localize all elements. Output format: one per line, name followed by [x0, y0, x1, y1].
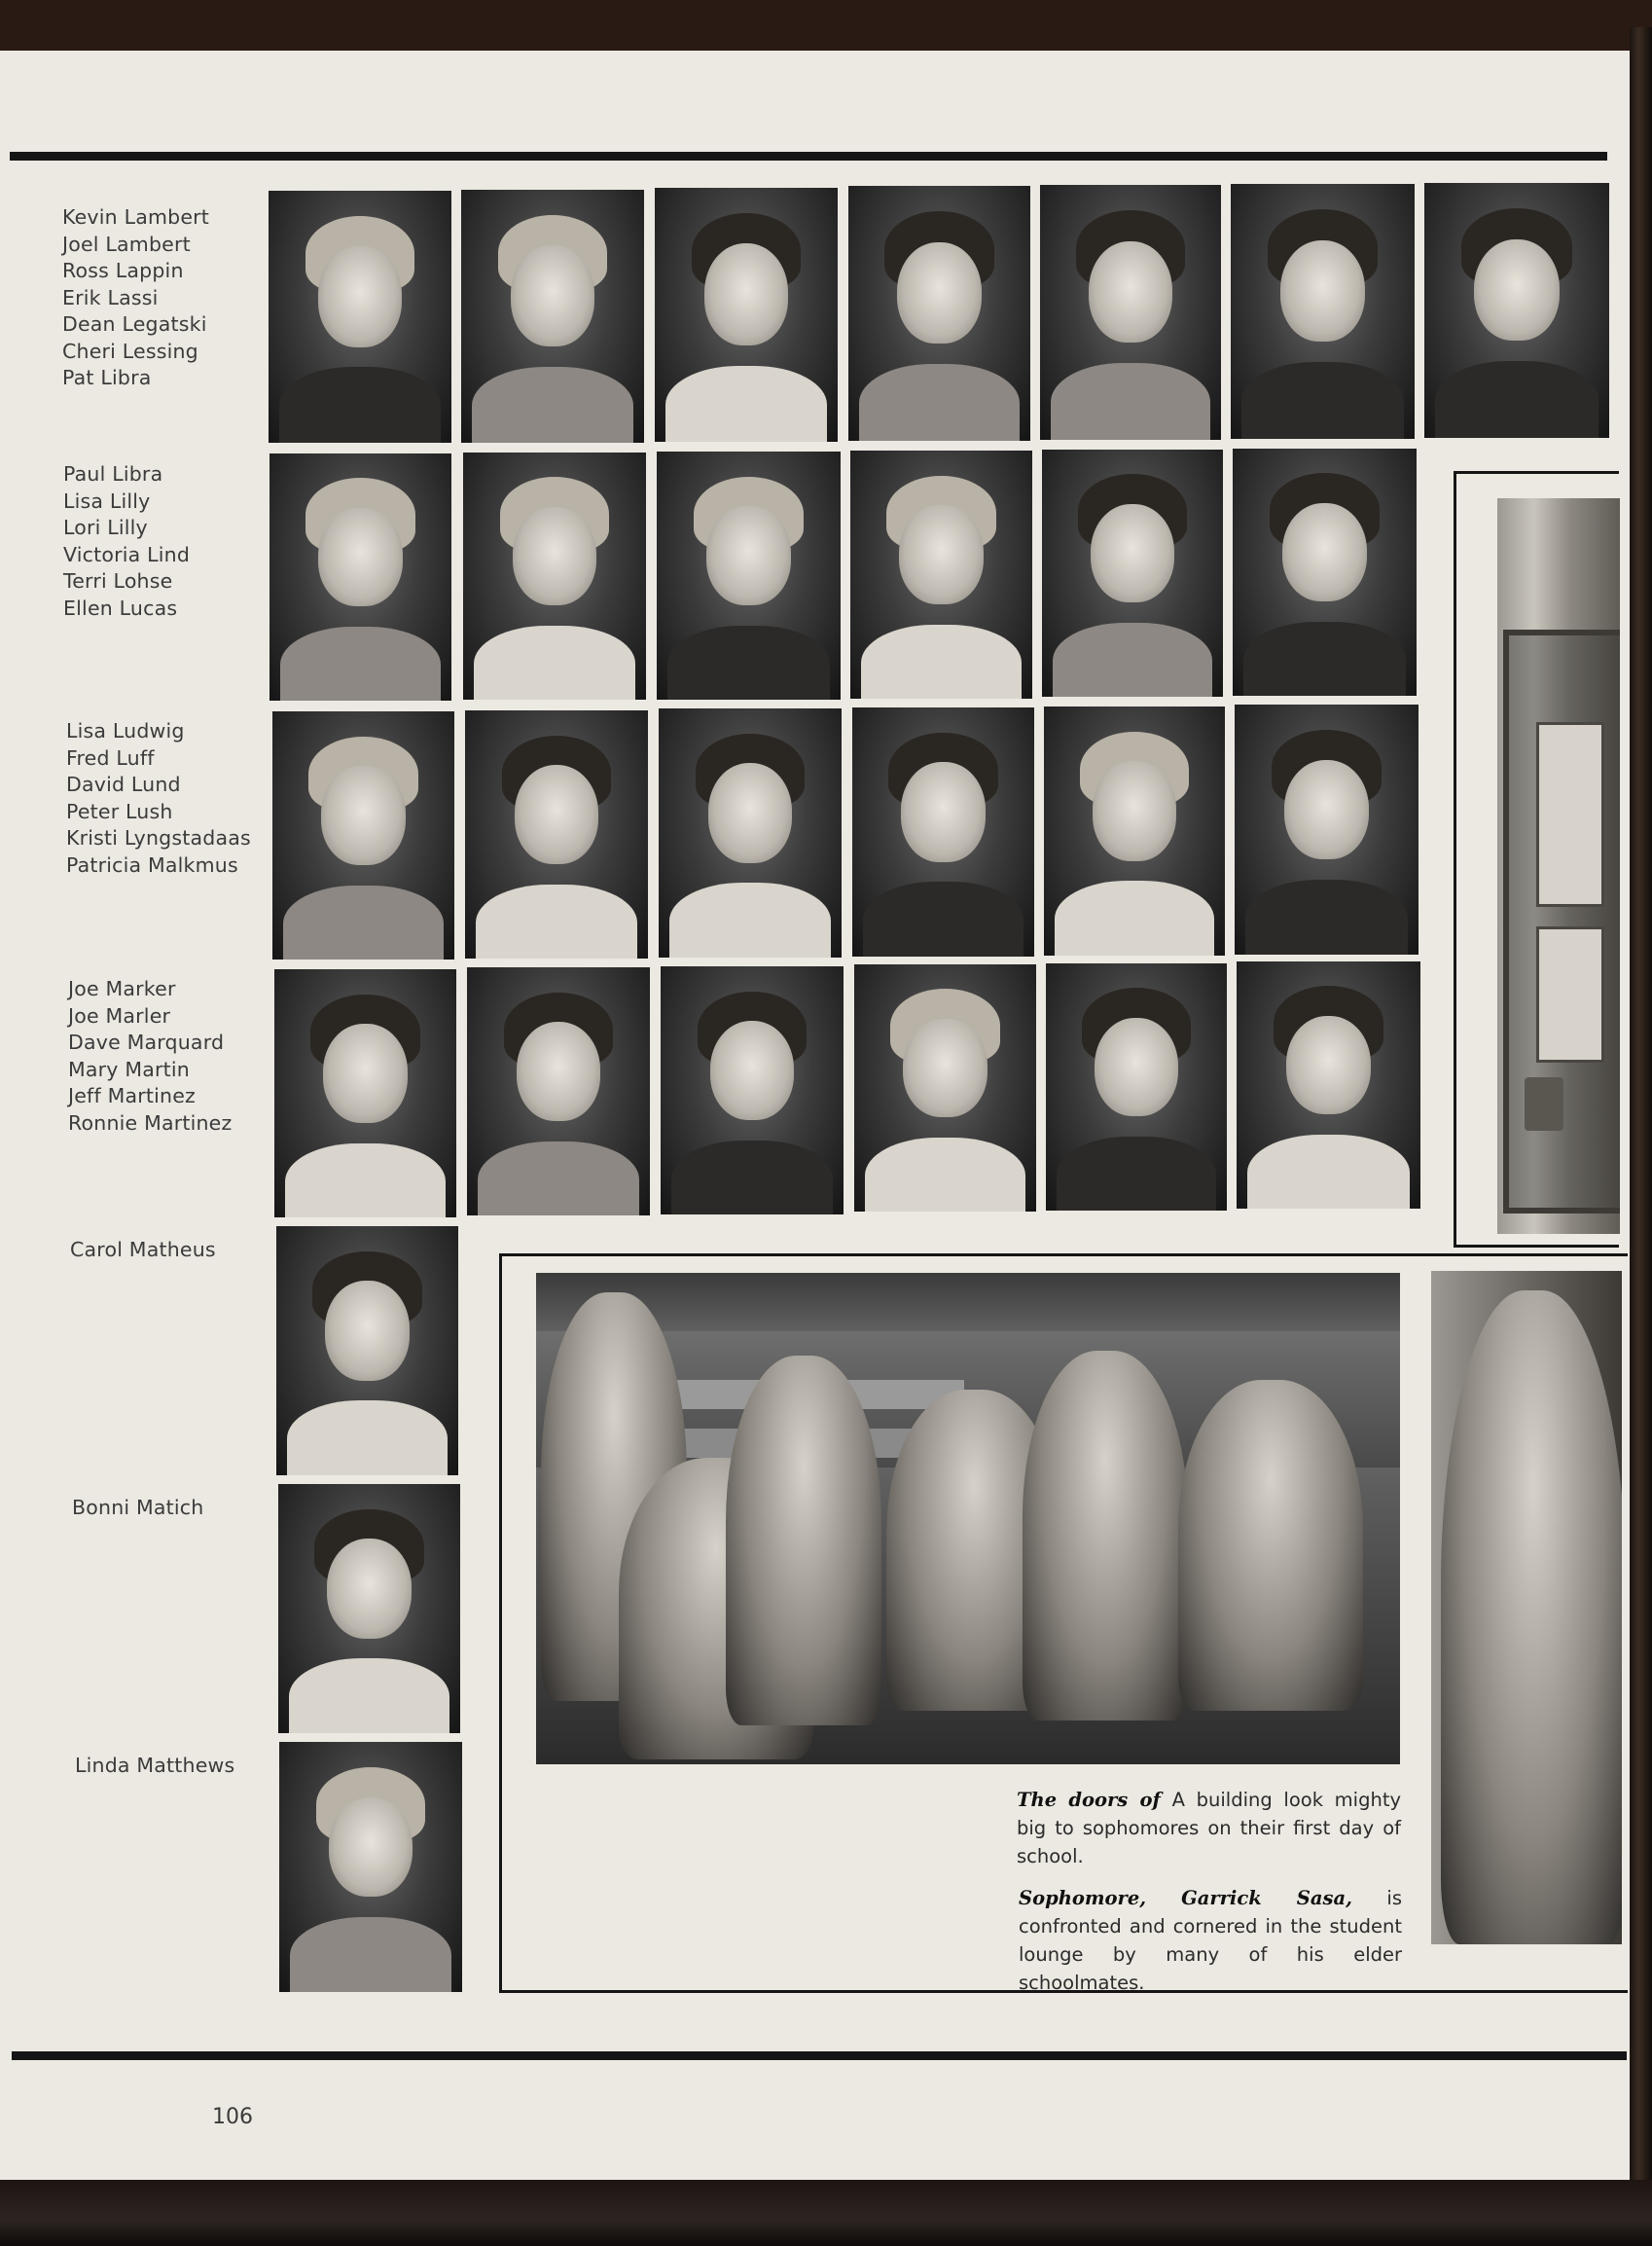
top-rule: [10, 152, 1607, 161]
student-portrait: [272, 711, 454, 960]
student-name: Ronnie Martinez: [68, 1110, 233, 1135]
doors-caption: [1017, 1786, 1401, 1870]
student-portrait: [276, 1226, 458, 1475]
student-portrait: [461, 190, 644, 443]
student-portrait: [657, 452, 841, 700]
student-portrait: [279, 1742, 462, 1992]
student-name: Patricia Malkmus: [66, 852, 238, 877]
student-portrait: [274, 969, 456, 1217]
caption-text: A building look mighty big to sophomores on their first day of school.: [1017, 1789, 1401, 1867]
student-name: Kevin Lambert: [62, 205, 210, 229]
row1-names: [62, 204, 209, 392]
student-portrait: [1424, 183, 1609, 438]
student-name: Victoria Lind: [63, 542, 191, 566]
student-name: Dave Marquard: [68, 1031, 225, 1054]
student-portrait: [852, 707, 1034, 957]
student-name: Linda Matthews: [75, 1754, 235, 1777]
student-portrait: [1237, 961, 1420, 1209]
student-name: Joel Lambert: [62, 232, 191, 256]
student-name: Jeff Martinez: [68, 1084, 196, 1107]
student-portrait: [655, 188, 838, 442]
row3-names: [66, 718, 251, 879]
student-portrait: [467, 967, 650, 1215]
student-portrait: [1231, 184, 1415, 439]
student-name: Dean Legatski: [62, 312, 207, 336]
student-name: Paul Libra: [63, 462, 163, 486]
student-portrait: [1042, 450, 1223, 697]
bottom-rule: [12, 2051, 1627, 2060]
single-name-1: [70, 1237, 216, 1264]
student-name: Pat Libra: [62, 366, 152, 389]
page-number: 106: [212, 2105, 253, 2129]
single-name-3: [75, 1753, 234, 1780]
student-lounge-photo: [536, 1273, 1400, 1764]
student-portrait: [854, 964, 1036, 1212]
book-bottom-edge: [0, 2180, 1652, 2246]
book-spine: [1630, 27, 1652, 2227]
student-name: Cheri Lessing: [62, 339, 198, 363]
sophomore-garrick-photo: [1431, 1271, 1622, 1944]
student-name: Peter Lush: [66, 799, 173, 823]
student-portrait: [1040, 185, 1221, 440]
school-door-photo: [1497, 498, 1620, 1234]
student-name: David Lund: [66, 773, 181, 796]
student-name: Lori Lilly: [63, 516, 148, 539]
row2-names: [63, 461, 190, 622]
student-name: Mary Martin: [68, 1057, 190, 1081]
student-portrait: [659, 708, 842, 958]
student-portrait: [1046, 963, 1227, 1211]
row4-names: [68, 976, 232, 1137]
caption-text: is confronted and cornered in the student lounge by many of his elder schoolmates.: [1019, 1887, 1403, 1994]
student-name: Carol Matheus: [70, 1238, 216, 1261]
student-portrait: [1233, 449, 1417, 696]
student-name: Ellen Lucas: [63, 596, 178, 620]
student-portrait: [850, 451, 1032, 699]
student-name: Fred Luff: [66, 745, 155, 770]
student-portrait: [848, 186, 1030, 441]
student-name: Bonni Matich: [72, 1496, 204, 1519]
student-portrait: [1044, 706, 1225, 956]
student-portrait: [1235, 705, 1419, 955]
student-name: Ross Lappin: [62, 259, 184, 282]
student-name: Kristi Lyngstadaas: [66, 826, 251, 850]
single-name-2: [72, 1495, 203, 1522]
student-portrait: [465, 710, 648, 959]
student-name: Lisa Ludwig: [66, 719, 185, 743]
student-portrait: [463, 453, 646, 700]
student-name: Erik Lassi: [62, 285, 159, 309]
student-portrait: [269, 453, 451, 701]
caption-lead: Sophomore, Garrick Sasa,: [1019, 1887, 1352, 1909]
student-name: Joe Marker: [68, 977, 176, 1000]
sasa-caption: [1019, 1884, 1402, 1997]
student-portrait: [661, 966, 844, 1214]
student-name: Terri Lohse: [63, 569, 173, 593]
student-portrait: [269, 191, 451, 443]
caption-lead: The doors of: [1017, 1789, 1161, 1811]
student-name: Joe Marler: [68, 1003, 171, 1028]
student-portrait: [278, 1484, 460, 1733]
student-name: Lisa Lilly: [63, 489, 151, 513]
